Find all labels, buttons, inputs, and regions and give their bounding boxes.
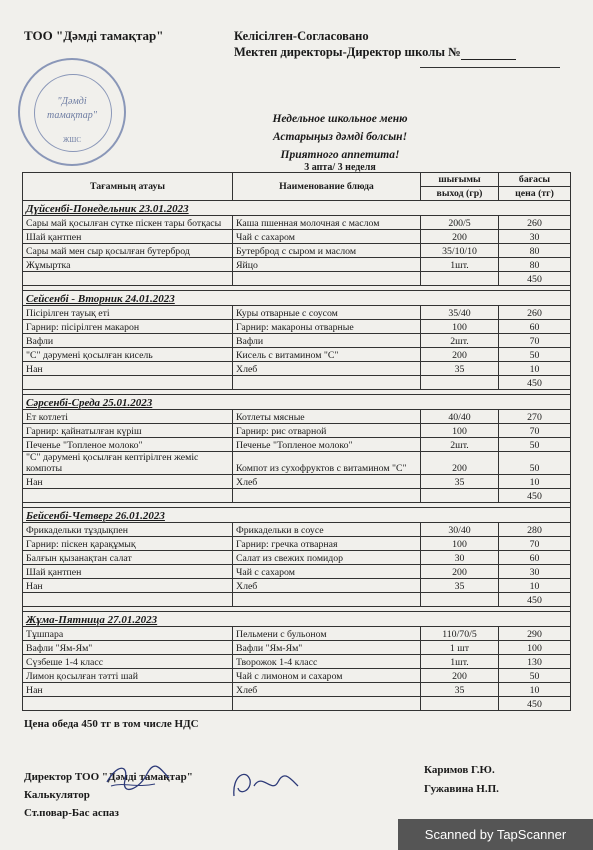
dish-name-kz: Ет котлеті — [23, 410, 233, 424]
signature-line — [420, 67, 560, 68]
dish-name-ru: Чай с сахаром — [233, 230, 421, 244]
dish-name-kz: Нан — [23, 579, 233, 593]
table-row — [23, 306, 571, 320]
approval-label: Келісілген-Согласовано — [234, 29, 369, 43]
seal-text-line1: "Дәмді — [57, 96, 87, 107]
day-header-row — [23, 201, 571, 216]
calculator-signature — [228, 766, 302, 806]
dish-output: 35 — [421, 683, 499, 697]
dish-name-ru: Гарнир: гречка отварная — [233, 537, 421, 551]
day-header-row — [23, 395, 571, 410]
day-title: Сәрсенбі-Среда 25.01.2023 — [23, 395, 571, 410]
table-row — [23, 523, 571, 537]
dish-name-ru: Кисель с витамином "С" — [233, 348, 421, 362]
signatory-names — [424, 761, 499, 799]
seal-text-line3: ЖШС — [62, 136, 81, 144]
header-output-kz: шығымы — [421, 173, 499, 187]
dish-output: 30 — [421, 551, 499, 565]
total-empty — [421, 593, 499, 607]
dish-name-kz: Гарнир: пісірілген макарон — [23, 320, 233, 334]
dish-name-ru: Фрикадельки в соусе — [233, 523, 421, 537]
dish-output: 200 — [421, 669, 499, 683]
name-director: Каримов Г.Ю. — [424, 764, 495, 776]
dish-name-ru: Хлеб — [233, 362, 421, 376]
header-name-ru: Наименование блюда — [233, 173, 421, 201]
seal-text-line2: тамақтар" — [47, 110, 97, 121]
dish-name-ru: Яйцо — [233, 258, 421, 272]
total-empty — [233, 272, 421, 286]
dish-price: 10 — [499, 579, 571, 593]
dish-name-kz: Сүзбеше 1-4 класс — [23, 655, 233, 669]
dish-name-kz: Гарнир: піскен қарақұмық — [23, 537, 233, 551]
organization-name: ТОО "Дәмді тамақтар" — [24, 28, 164, 43]
dish-name-kz: Нан — [23, 683, 233, 697]
dish-price: 130 — [499, 655, 571, 669]
table-row — [23, 551, 571, 565]
dish-output: 35/10/10 — [421, 244, 499, 258]
dish-name-ru: Гарнир: рис отварной — [233, 424, 421, 438]
dish-output: 2шт. — [421, 334, 499, 348]
dish-name-ru: Куры отварные с соусом — [233, 306, 421, 320]
dish-price: 100 — [499, 641, 571, 655]
table-header-row — [23, 173, 571, 187]
dish-output: 200 — [421, 348, 499, 362]
dish-name-kz: Сары май мен сыр қосылған бутерброд — [23, 244, 233, 258]
table-row — [23, 438, 571, 452]
day-header-row — [23, 291, 571, 306]
approval-block — [234, 28, 516, 60]
day-total-row — [23, 489, 571, 503]
menu-body — [23, 201, 571, 711]
dish-name-kz: "С" дәрумені қосылған кептірілген жеміс компоты — [23, 452, 233, 475]
dish-name-ru: Пельмени с бульоном — [233, 627, 421, 641]
dish-price: 50 — [499, 348, 571, 362]
day-total: 450 — [499, 272, 571, 286]
total-empty — [23, 489, 233, 503]
menu-table — [22, 172, 571, 711]
total-empty — [233, 376, 421, 390]
dish-name-ru: Хлеб — [233, 579, 421, 593]
day-title: Дүйсенбі-Понедельник 23.01.2023 — [23, 201, 571, 216]
dish-price: 260 — [499, 216, 571, 230]
total-empty — [23, 272, 233, 286]
dish-name-ru: Компот из сухофруктов с витамином "С" — [233, 452, 421, 475]
dish-price: 70 — [499, 537, 571, 551]
dish-output: 200/5 — [421, 216, 499, 230]
director-line — [234, 44, 516, 60]
dish-price: 260 — [499, 306, 571, 320]
dish-price: 50 — [499, 438, 571, 452]
table-row — [23, 410, 571, 424]
dish-price: 80 — [499, 258, 571, 272]
dish-output: 100 — [421, 320, 499, 334]
total-empty — [233, 697, 421, 711]
table-row — [23, 320, 571, 334]
dish-name-ru: Творожок 1-4 класс — [233, 655, 421, 669]
dish-price: 280 — [499, 523, 571, 537]
dish-price: 270 — [499, 410, 571, 424]
director-line-label: Мектеп директоры-Директор школы № — [234, 45, 461, 59]
dish-price: 30 — [499, 230, 571, 244]
dish-name-ru: Гарнир: макароны отварные — [233, 320, 421, 334]
dish-name-ru: Котлеты мясные — [233, 410, 421, 424]
table-row — [23, 627, 571, 641]
dish-output: 35 — [421, 362, 499, 376]
table-row — [23, 362, 571, 376]
total-empty — [421, 376, 499, 390]
day-title: Сейсенбі - Вторник 24.01.2023 — [23, 291, 571, 306]
lunch-price-note: Цена обеда 450 тг в том числе НДС — [24, 718, 199, 730]
table-row — [23, 683, 571, 697]
dish-price: 70 — [499, 424, 571, 438]
dish-name-ru: Каша пшенная молочная с маслом — [233, 216, 421, 230]
total-empty — [421, 272, 499, 286]
header-price-ru: цена (тг) — [499, 187, 571, 201]
dish-price: 80 — [499, 244, 571, 258]
header-name-kz: Тағамның атауы — [23, 173, 233, 201]
menu-title — [210, 110, 470, 164]
dish-price: 70 — [499, 334, 571, 348]
dish-name-kz: Нан — [23, 362, 233, 376]
director-signature — [103, 760, 173, 794]
dish-name-kz: "С" дәрумені қосылған кисель — [23, 348, 233, 362]
dish-output: 200 — [421, 230, 499, 244]
table-row — [23, 424, 571, 438]
table-row — [23, 452, 571, 475]
dish-name-kz: Вафли — [23, 334, 233, 348]
dish-output: 2шт. — [421, 438, 499, 452]
table-row — [23, 244, 571, 258]
week-label: 3 апта/ 3 неделя — [304, 162, 376, 173]
menu-title-line2: Астарыңыз дәмді болсын! — [272, 131, 408, 143]
dish-name-kz: Вафли "Ям-Ям" — [23, 641, 233, 655]
dish-name-kz: Шай қантпен — [23, 230, 233, 244]
header-output-ru: выход (гр) — [421, 187, 499, 201]
total-empty — [23, 593, 233, 607]
dish-name-kz: Лимон қосылған тәтті шай — [23, 669, 233, 683]
dish-name-kz: Жұмыртка — [23, 258, 233, 272]
dish-output: 1шт. — [421, 655, 499, 669]
dish-output: 1шт. — [421, 258, 499, 272]
dish-name-ru: Салат из свежих помидор — [233, 551, 421, 565]
dish-name-ru: Печенье "Топленое молоко" — [233, 438, 421, 452]
company-seal — [18, 58, 126, 166]
director-title: Директор ТОО "Дәмді тамақтар" — [24, 771, 193, 783]
dish-output: 100 — [421, 537, 499, 551]
dish-price: 30 — [499, 565, 571, 579]
total-empty — [23, 697, 233, 711]
dish-output: 40/40 — [421, 410, 499, 424]
day-total-row — [23, 376, 571, 390]
dish-price: 10 — [499, 683, 571, 697]
table-row — [23, 537, 571, 551]
dish-price: 50 — [499, 452, 571, 475]
day-total: 450 — [499, 489, 571, 503]
school-number-blank — [461, 47, 516, 60]
dish-output: 35 — [421, 475, 499, 489]
table-row — [23, 230, 571, 244]
day-title: Жұма-Пятница 27.01.2023 — [23, 612, 571, 627]
dish-name-kz: Печенье "Топленое молоко" — [23, 438, 233, 452]
day-title: Бейсенбі-Четверг 26.01.2023 — [23, 508, 571, 523]
table-row — [23, 579, 571, 593]
name-calculator: Гужавина Н.П. — [424, 783, 499, 795]
day-total: 450 — [499, 697, 571, 711]
menu-title-line1: Недельное школьное меню — [272, 113, 408, 125]
dish-output: 30/40 — [421, 523, 499, 537]
table-row — [23, 641, 571, 655]
dish-name-kz: Нан — [23, 475, 233, 489]
table-row — [23, 669, 571, 683]
dish-output: 100 — [421, 424, 499, 438]
dish-name-kz: Шай қантпен — [23, 565, 233, 579]
dish-name-kz: Сары май қосылған сүтке піскен тары ботқасы — [23, 216, 233, 230]
total-empty — [23, 376, 233, 390]
dish-price: 50 — [499, 669, 571, 683]
dish-name-kz: Гарнир: қайнатылған күріш — [23, 424, 233, 438]
menu-title-line3: Приятного аппетита! — [280, 149, 400, 161]
dish-name-ru: Чай с лимоном и сахаром — [233, 669, 421, 683]
dish-name-ru: Вафли — [233, 334, 421, 348]
dish-name-ru: Вафли "Ям-Ям" — [233, 641, 421, 655]
dish-name-kz: Фрикадельки тұздықпен — [23, 523, 233, 537]
table-row — [23, 258, 571, 272]
table-row — [23, 475, 571, 489]
dish-name-ru: Чай с сахаром — [233, 565, 421, 579]
dish-price: 60 — [499, 551, 571, 565]
dish-name-ru: Хлеб — [233, 683, 421, 697]
dish-price: 10 — [499, 362, 571, 376]
table-row — [23, 348, 571, 362]
table-row — [23, 565, 571, 579]
dish-price: 60 — [499, 320, 571, 334]
dish-name-ru: Бутерброд с сыром и маслом — [233, 244, 421, 258]
total-empty — [233, 593, 421, 607]
day-total: 450 — [499, 593, 571, 607]
day-header-row — [23, 508, 571, 523]
dish-output: 35 — [421, 579, 499, 593]
header-price-kz: бағасы — [499, 173, 571, 187]
total-empty — [421, 489, 499, 503]
dish-name-kz: Балғын қызанақтан салат — [23, 551, 233, 565]
dish-price: 290 — [499, 627, 571, 641]
table-row — [23, 216, 571, 230]
day-total-row — [23, 272, 571, 286]
calculator-title: Калькулятор — [24, 789, 90, 801]
scanner-watermark: Scanned by TapScanner — [398, 819, 593, 850]
dish-name-ru: Хлеб — [233, 475, 421, 489]
table-row — [23, 334, 571, 348]
table-row — [23, 655, 571, 669]
total-empty — [421, 697, 499, 711]
dish-output: 200 — [421, 565, 499, 579]
total-empty — [233, 489, 421, 503]
dish-name-kz: Тұшпара — [23, 627, 233, 641]
dish-output: 1 шт — [421, 641, 499, 655]
dish-output: 110/70/5 — [421, 627, 499, 641]
day-header-row — [23, 612, 571, 627]
day-total: 450 — [499, 376, 571, 390]
dish-name-kz: Пісірілген тауық еті — [23, 306, 233, 320]
chef-title: Ст.повар-Бас аспаз — [24, 807, 119, 819]
dish-output: 35/40 — [421, 306, 499, 320]
day-total-row — [23, 697, 571, 711]
day-total-row — [23, 593, 571, 607]
dish-price: 10 — [499, 475, 571, 489]
dish-output: 200 — [421, 452, 499, 475]
